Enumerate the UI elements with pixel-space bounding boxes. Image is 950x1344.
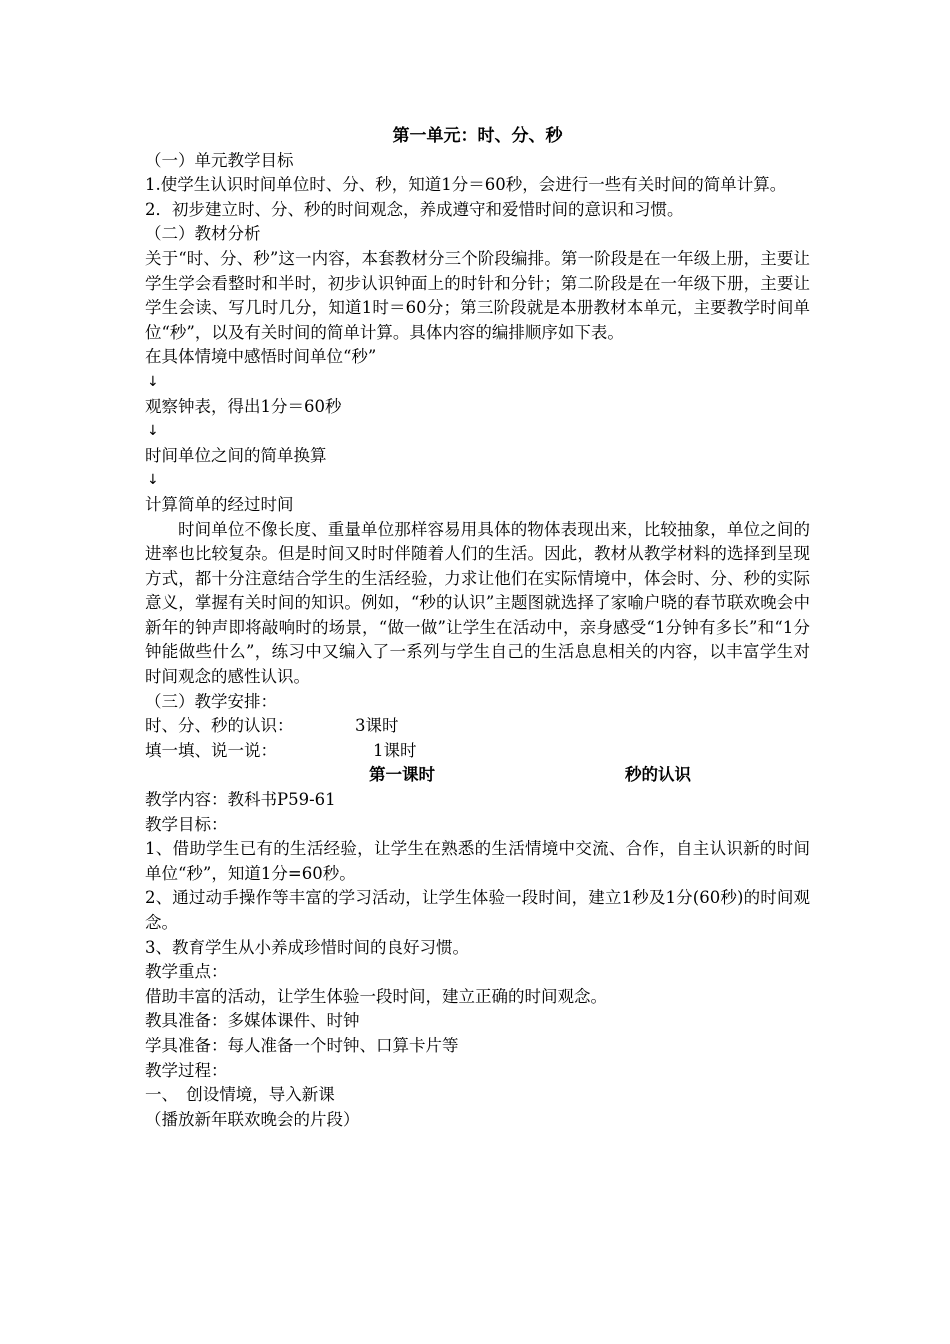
schedule-row-2 — [145, 739, 810, 764]
document-page — [145, 124, 810, 1132]
flow-step-2: 观察钟表，得出1分＝60秒 — [145, 396, 342, 416]
unit-goal-1: 1.使学生认识时间单位时、分、秒，知道1分＝60秒，会进行一些有关时间的简单计算。 — [145, 175, 787, 195]
section-heading-analysis: （二）教材分析 — [145, 224, 261, 244]
lesson-key: 借助丰富的活动，让学生体验一段时间，建立正确的时间观念。 — [145, 986, 607, 1006]
lesson-key-heading: 教学重点： — [145, 962, 228, 982]
lesson-goal-1: 1、借助学生已有的生活经验，让学生在熟悉的生活情境中交流、合作，自主认识新的时间单位“秒”，知道1分=60秒。 — [145, 839, 810, 883]
section-heading-goals: （一）单元教学目标 — [145, 150, 294, 170]
unit-goal-2: 2．初步建立时、分、秒的时间观念，养成遵守和爱惜时间的意识和习惯。 — [145, 199, 684, 219]
schedule-label: 填一填、说一说： — [145, 740, 277, 760]
schedule-value: 3课时 — [355, 716, 399, 736]
down-arrow-icon: ↓ — [147, 373, 159, 390]
analysis-paragraph-2: 时间单位不像长度、重量单位那样容易用具体的物体表现出来，比较抽象，单位之间的进率也比较复杂。但是时间又时时伴随着人们的生活。因此，教材从教学材料的选择到呈现方式，都十分注意结合学生的生活经验，力求让他们在实际情境中，体会时、分、秒的实际意义，掌握有关时间的知识。例如，“秒的认识”主题图就选择了家喻户晓的春节联欢晚会中新年的钟声即将敲响时的场景，“做一做”让学生在活动中，亲身感受“1分钟有多长”和“1分钟能做些什么”，练习中又编入了一系列与学生自己的生活息息相关的内容，以丰富学生对时间观念的感性认识。 — [145, 519, 810, 687]
schedule-label: 时、分、秒的认识： — [145, 716, 294, 736]
lesson-topic: 秒的认识 — [625, 765, 691, 785]
schedule-row-1 — [145, 714, 810, 739]
unit-title: 第一单元：时、分、秒 — [392, 126, 563, 146]
lesson-goal-2: 2、通过动手操作等丰富的学习活动，让学生体验一段时间，建立1秒及1分(60秒)的时间观念。 — [145, 888, 810, 932]
analysis-paragraph: 关于“时、分、秒”这一内容，本套教材分三个阶段编排。第一阶段是在一年级上册，主要让学生学会看整时和半时，初步认识钟面上的时针和分针；第二阶段是在一年级下册，主要让学生会读、写几时几分，知道1时＝60分；第三阶段就是本册教材本单元，主要教学时间单位“秒”，以及有关时间的简单计算。具体内容的编排顺序如下表。 — [145, 248, 810, 342]
teacher-prep: 教具准备：多媒体课件、时钟 — [145, 1011, 360, 1031]
process-step-1-note: （播放新年联欢晚会的片段） — [145, 1109, 360, 1129]
section-heading-schedule: （三）教学安排： — [145, 691, 277, 711]
student-prep: 学具准备：每人准备一个时钟、口算卡片等 — [145, 1035, 459, 1055]
flow-step-3: 时间单位之间的简单换算 — [145, 445, 327, 465]
flow-step-4: 计算简单的经过时间 — [145, 494, 294, 514]
lesson-heading — [145, 763, 810, 788]
lesson-goals-heading: 教学目标： — [145, 814, 228, 834]
lesson-goal-3: 3、教育学生从小养成珍惜时间的良好习惯。 — [145, 937, 469, 957]
lesson-content: 教学内容：教科书P59-61 — [145, 790, 336, 810]
process-heading: 教学过程： — [145, 1060, 228, 1080]
process-step-1: 一、 创设情境，导入新课 — [145, 1085, 335, 1105]
flow-step-1: 在具体情境中感悟时间单位“秒” — [145, 347, 377, 367]
down-arrow-icon: ↓ — [147, 472, 159, 489]
lesson-period: 第一课时 — [369, 765, 435, 785]
down-arrow-icon: ↓ — [147, 423, 159, 440]
schedule-value: 1课时 — [373, 740, 417, 760]
